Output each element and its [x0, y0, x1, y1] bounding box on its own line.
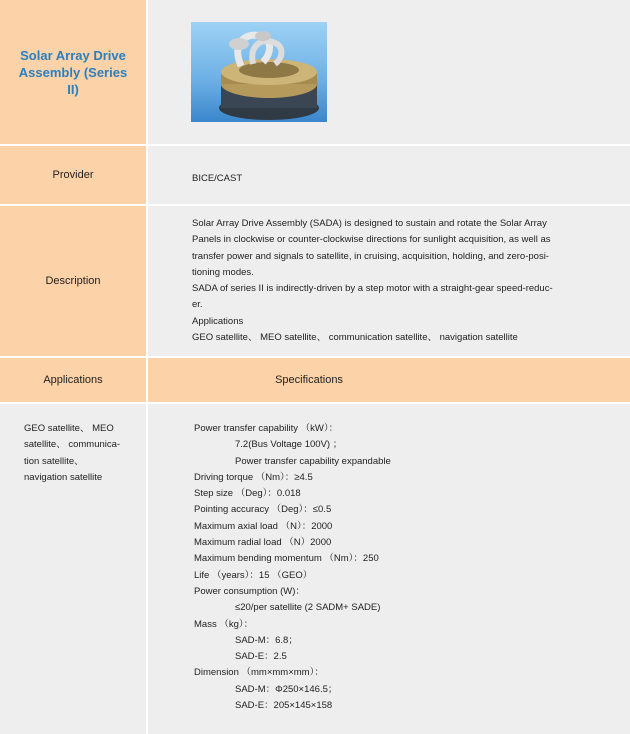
description-line: er. [192, 299, 203, 311]
spec-line: Dimension （mm×mm×mm）： [194, 667, 324, 679]
provider-value: BICE/CAST [192, 173, 243, 184]
description-line: Panels in clockwise or counter-clockwise directions for sunlight acquisition, as well as [192, 234, 551, 246]
spec-line: Power transfer capability （kW）： [194, 423, 339, 434]
spec-line: Pointing accuracy （Deg）：≤0.5 [194, 504, 332, 516]
spec-line: Step size （Deg）：0.018 [194, 488, 301, 500]
specifications-header: Specifications [275, 374, 343, 386]
spec-line: ≤20/per satellite (2 SADM+ SADE) [235, 602, 381, 614]
spec-line: Maximum axial load （N）：2000 [194, 520, 333, 532]
applications-cell [0, 404, 146, 734]
spec-line: Driving torque （Nm）：≥4.5 [194, 471, 313, 483]
product-title: Solar Array Drive Assembly (Series II) [18, 47, 128, 97]
description-line: SADA of series II is indirectly-driven by a step motor with a straight-gear speed-reduc- [192, 283, 553, 295]
specifications-list [194, 421, 391, 714]
applications-line: navigation satellite [24, 471, 103, 483]
provider-label: Provider [52, 169, 94, 181]
spec-line: Power transfer capability expandable [235, 455, 391, 467]
applications-line: GEO satellite、 MEO [24, 423, 114, 434]
description-line: Applications [192, 315, 244, 327]
sada-device-image [191, 22, 327, 122]
provider-value-cell [148, 146, 630, 204]
spec-line: Maximum radial load （N）2000 [194, 537, 332, 549]
spec-line: Maximum bending momentum （Nm）：250 [194, 553, 379, 565]
description-line: Solar Array Drive Assembly (SADA) is designed to sustain and rotate the Solar Array [192, 218, 547, 229]
spec-line: SAD-M：Φ250×146.5； [235, 683, 338, 695]
description-label: Description [45, 275, 101, 287]
description-line: transfer power and signals to satellite, in cruising, acquisition, holding, and zero-posi- [192, 250, 549, 262]
description-text [192, 216, 553, 346]
description-value-cell [148, 206, 630, 356]
provider-label-cell [0, 146, 146, 204]
spec-line: Life （years）：15 （GEO） [194, 569, 313, 581]
spec-line: 7.2(Bus Voltage 100V) ； [235, 439, 343, 451]
spec-line: Mass （kg）： [194, 618, 254, 630]
applications-line: tion satellite、 [24, 455, 84, 467]
spec-line: SAD-E：2.5 [235, 651, 287, 663]
title-cell [0, 0, 146, 144]
applications-header: Applications [43, 374, 103, 386]
specifications-header-cell [148, 358, 630, 402]
spec-line: Power consumption (W)： [194, 585, 305, 597]
description-line: tioning modes. [192, 266, 254, 278]
applications-header-cell [0, 358, 146, 402]
description-label-cell [0, 206, 146, 356]
specifications-cell [148, 404, 630, 734]
product-photo [191, 22, 327, 122]
description-line: GEO satellite、 MEO satellite、 communication satellite、 navigation satellite [192, 332, 518, 344]
applications-list [24, 421, 120, 486]
spec-line: SAD-M：6.8； [235, 634, 298, 646]
applications-line: satellite、 communica- [24, 439, 121, 451]
spec-line: SAD-E：205×145×158 [235, 700, 333, 712]
